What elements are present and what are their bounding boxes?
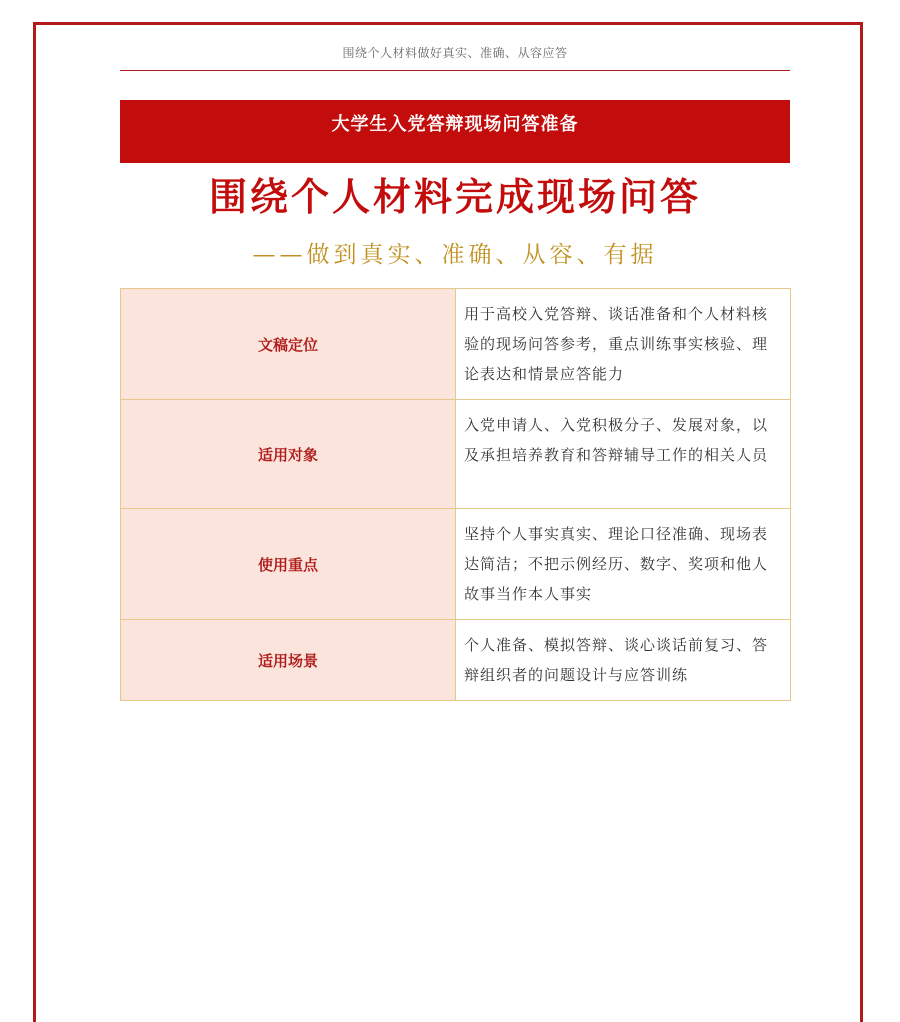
row-label: 文稿定位 xyxy=(121,289,456,400)
banner-title: 大学生入党答辩现场问答准备 xyxy=(331,114,579,135)
row-label: 适用对象 xyxy=(121,400,456,509)
running-header: 围绕个人材料做好真实、准确、从容应答 xyxy=(342,46,568,60)
row-value: 用于高校入党答辩、谈话准备和个人材料核验的现场问答参考，重点训练事实核验、理论表达和情景应答能力 xyxy=(456,289,791,400)
info-table xyxy=(120,288,791,701)
row-value: 个人准备、模拟答辩、谈心谈话前复习、答辩组织者的问题设计与应答训练 xyxy=(456,620,791,701)
page-subtitle: ——做到真实、准确、从容、有据 xyxy=(252,242,658,268)
header-divider xyxy=(120,70,790,71)
row-label: 使用重点 xyxy=(121,509,456,620)
table-row xyxy=(121,620,791,701)
row-label: 适用场景 xyxy=(121,620,456,701)
row-value: 入党申请人、入党积极分子、发展对象，以及承担培养教育和答辩辅导工作的相关人员 xyxy=(456,400,791,509)
table-row xyxy=(121,289,791,400)
table-row xyxy=(121,400,791,509)
page-title: 围绕个人材料完成现场问答 xyxy=(208,175,701,219)
table-row xyxy=(121,509,791,620)
section-banner xyxy=(120,100,790,163)
row-value: 坚持个人事实真实、理论口径准确、现场表达简洁；不把示例经历、数字、奖项和他人故事当作本人事实 xyxy=(456,509,791,620)
